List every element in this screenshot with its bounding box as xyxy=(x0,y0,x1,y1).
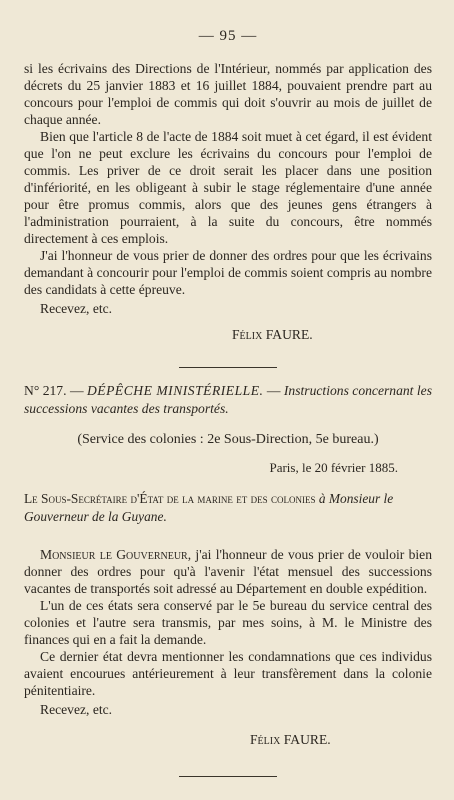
dispatch-number: N° 217. xyxy=(24,383,67,398)
dispatch-instructions: Instructions concernant les successions vacantes des transportés. xyxy=(24,383,432,416)
paragraph: J'ai l'honneur de vous prier de donner des ordres pour que les écrivains demandant à concourir pour l'emploi de commis soient compris au nombre des candidats à cette épreuve. xyxy=(24,248,432,297)
service-line: (Service des colonies : 2e Sous-Direction, 5e bureau.) xyxy=(77,432,379,447)
section-continued-letter xyxy=(24,60,432,343)
salutation: Recevez, etc. xyxy=(40,301,113,316)
signature: Félix FAURE. xyxy=(232,327,313,342)
sender: Le Sous-Secrétaire d'État de la marine et des colonies xyxy=(24,491,316,506)
separator-rule xyxy=(179,367,277,368)
paragraph: L'un de ces états sera conservé par le 5e bureau du service central des colonies et l'autre sera transmis, par mes soins, à M. le Ministre des finances qui en a fait la demande. xyxy=(24,598,432,647)
paragraph: si les écrivains des Directions de l'Intérieur, nommés par application des décrets du 25 janvier 1883 et 16 juillet 1884, pouvaient prendre part au concours pour l'emploi de commis qui doit s'ouvrir au mois de juillet de chaque année. xyxy=(24,61,432,127)
paragraph: Monsieur le Gouverneur, j'ai l'honneur de vous prier de vouloir bien donner des ordres pour qu'à l'avenir l'état mensuel des successions vacantes de transportés soit adressé au Département en double expédition. xyxy=(24,547,432,596)
address-line xyxy=(24,490,432,526)
page-number: — 95 — xyxy=(198,28,258,44)
signature: Félix FAURE. xyxy=(250,732,331,747)
opening: Monsieur le Gouverneur, xyxy=(40,547,192,562)
paragraph: Ce dernier état devra mentionner les condamnations que ces individus avaient encourues antérieurement à leur transfèrement dans la colonie pénitentiaire. xyxy=(24,649,432,698)
salutation: Recevez, etc. xyxy=(40,702,113,717)
separator-rule xyxy=(179,776,277,777)
dispatch-heading: N° 217. — DÉPÊCHE MINISTÉRIELLE. — Instructions concernant les successions vacantes des transportés. xyxy=(24,383,432,416)
section-dispatch xyxy=(24,382,432,748)
recipient: à Monsieur le Gouverneur de la Guyane. xyxy=(24,491,394,524)
dispatch-date: Paris, le 20 février 1885. xyxy=(269,460,398,475)
paragraph: Bien que l'article 8 de l'acte de 1884 soit muet à cet égard, il est évident que l'on ne peut exclure les écrivains du concours pour l'emploi de commis. Les priver de ce droit serait les placer dans une position d'infériorité, en les obligeant à subir le stage réglementaire d'une année pour être promus commis, alors que des jeunes gens étrangers à l'administration pourraient, à la suite du concours, être nommés directement à ces emplois. xyxy=(24,129,432,246)
dispatch-title: DÉPÊCHE MINISTÉRIELLE. xyxy=(86,383,264,398)
